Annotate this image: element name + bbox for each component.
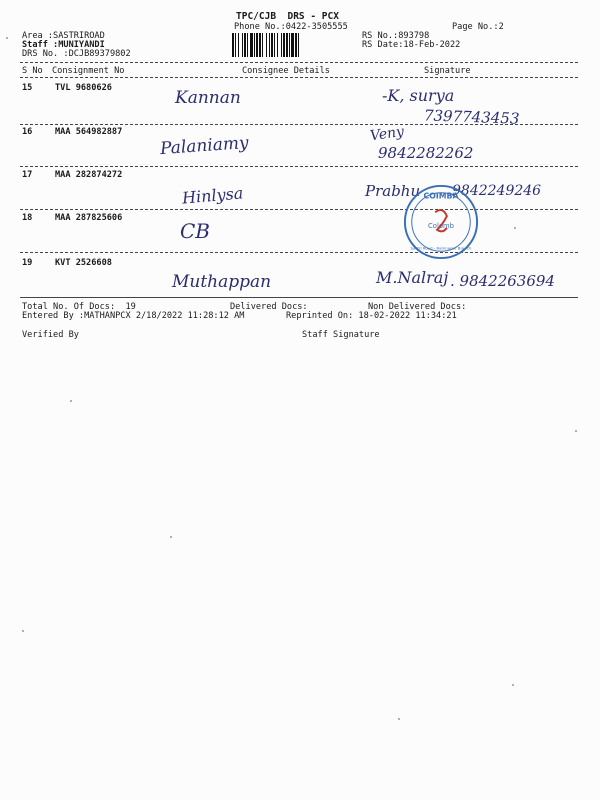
row-sno: 16 xyxy=(22,127,33,137)
column-header-divider xyxy=(20,77,578,78)
barcode-bar xyxy=(262,33,263,57)
barcode-bar xyxy=(254,33,255,57)
barcode-bar xyxy=(277,33,278,57)
barcode-bar xyxy=(238,33,239,57)
page-number: Page No.:2 xyxy=(452,22,504,32)
verified-by: Verified By xyxy=(22,330,79,340)
staff-signature: Staff Signature xyxy=(302,330,380,340)
phone-handwriting: . 9842263694 xyxy=(450,272,555,290)
phone-number: Phone No.:0422-3505555 xyxy=(234,22,348,32)
row-sno: 19 xyxy=(22,258,33,268)
row-divider xyxy=(20,166,578,167)
phone-handwriting: 7397743453 xyxy=(423,106,520,128)
row-consignment: MAA 564982887 xyxy=(55,127,123,137)
scan-speck xyxy=(514,227,516,229)
stamp-text-top: COIMBA xyxy=(423,191,459,201)
phone-handwriting: 9842282262 xyxy=(378,144,474,162)
row-sno: 15 xyxy=(22,83,33,93)
consignee-handwriting: Palaniamy xyxy=(159,132,250,160)
barcode-bar xyxy=(298,33,299,57)
signature-handwriting: -K, surya xyxy=(382,86,455,105)
consignee-handwriting: CB xyxy=(180,219,210,243)
row-consignment: TVL 9680626 xyxy=(55,83,112,93)
phone-handwriting: 9842249246 xyxy=(452,183,542,199)
column-header-consignee: Consignee Details xyxy=(242,66,330,76)
row-divider xyxy=(20,209,578,210)
barcode-bar xyxy=(250,33,253,57)
column-header-sno: S No xyxy=(22,66,43,76)
row-consignment: MAA 282874272 xyxy=(55,170,123,180)
barcode-bar xyxy=(289,33,290,57)
reprinted-on: Reprinted On: 18-02-2022 11:34:21 xyxy=(286,311,457,321)
barcode-bar xyxy=(232,33,234,57)
barcode-bar xyxy=(281,33,282,57)
row-divider xyxy=(20,252,578,253)
scan-speck xyxy=(575,430,577,432)
scan-speck xyxy=(170,536,172,538)
branch-seal-stamp xyxy=(402,183,480,261)
barcode-bar xyxy=(291,33,294,57)
footer-divider xyxy=(20,297,578,298)
row-divider xyxy=(20,124,578,125)
column-header-consignment: Consignment No xyxy=(52,66,125,76)
scan-speck xyxy=(22,630,24,632)
entered-by: Entered By :MATHANPCX 2/18/2022 11:28:12 AM xyxy=(22,311,245,321)
scan-speck xyxy=(6,37,8,39)
barcode-bar xyxy=(242,33,243,57)
column-header-signature: Signature xyxy=(424,66,471,76)
barcode-bar xyxy=(256,33,258,57)
barcode-bar xyxy=(295,33,297,57)
row-consignment: KVT 2526608 xyxy=(55,258,112,268)
barcode-bar xyxy=(274,33,275,57)
barcode-bar xyxy=(235,33,236,57)
row-consignment: MAA 287825606 xyxy=(55,213,123,223)
row-sno: 18 xyxy=(22,213,33,223)
rs-number: RS No.:893798 xyxy=(362,31,430,41)
scan-speck xyxy=(512,684,514,686)
barcode-bar xyxy=(259,33,261,57)
non-delivered-docs: Non Delivered Docs: xyxy=(368,302,467,312)
scan-speck xyxy=(70,400,72,402)
barcode-bar xyxy=(271,33,273,57)
delivered-docs: Delivered Docs: xyxy=(230,302,308,312)
stamp-text-bottom: Sastri Road - Ramnagar Branch xyxy=(410,245,472,251)
header-divider xyxy=(20,62,578,63)
barcode-bar xyxy=(244,33,246,57)
signature-handwriting: Prabhu xyxy=(365,182,421,200)
scan-speck xyxy=(398,718,400,720)
document-title: TPC/CJB DRS - PCX xyxy=(236,11,339,22)
barcode xyxy=(231,33,359,57)
signature-handwriting: Veny xyxy=(369,123,405,145)
consignee-handwriting: Kannan xyxy=(175,88,241,108)
consignee-handwriting: Muthappan xyxy=(172,272,272,292)
rs-date: RS Date:18-Feb-2022 xyxy=(362,40,461,50)
stamp-text-mid: Colomb xyxy=(428,221,454,230)
barcode-bar xyxy=(247,33,248,57)
barcode-bar xyxy=(266,33,267,57)
signature-handwriting: M.Nalraj xyxy=(376,268,449,287)
drs-number: DRS No. :DCJB89379802 xyxy=(22,49,131,59)
area-field: Area :SASTRIROAD xyxy=(22,31,105,41)
consignee-handwriting: Hinlysa xyxy=(181,183,244,208)
row-sno: 17 xyxy=(22,170,33,180)
total-docs: Total No. Of Docs: 19 xyxy=(22,302,136,312)
staff-field: Staff :MUNIYANDI xyxy=(22,40,105,50)
barcode-bar xyxy=(283,33,285,57)
barcode-bar xyxy=(286,33,288,57)
barcode-bar xyxy=(269,33,270,57)
